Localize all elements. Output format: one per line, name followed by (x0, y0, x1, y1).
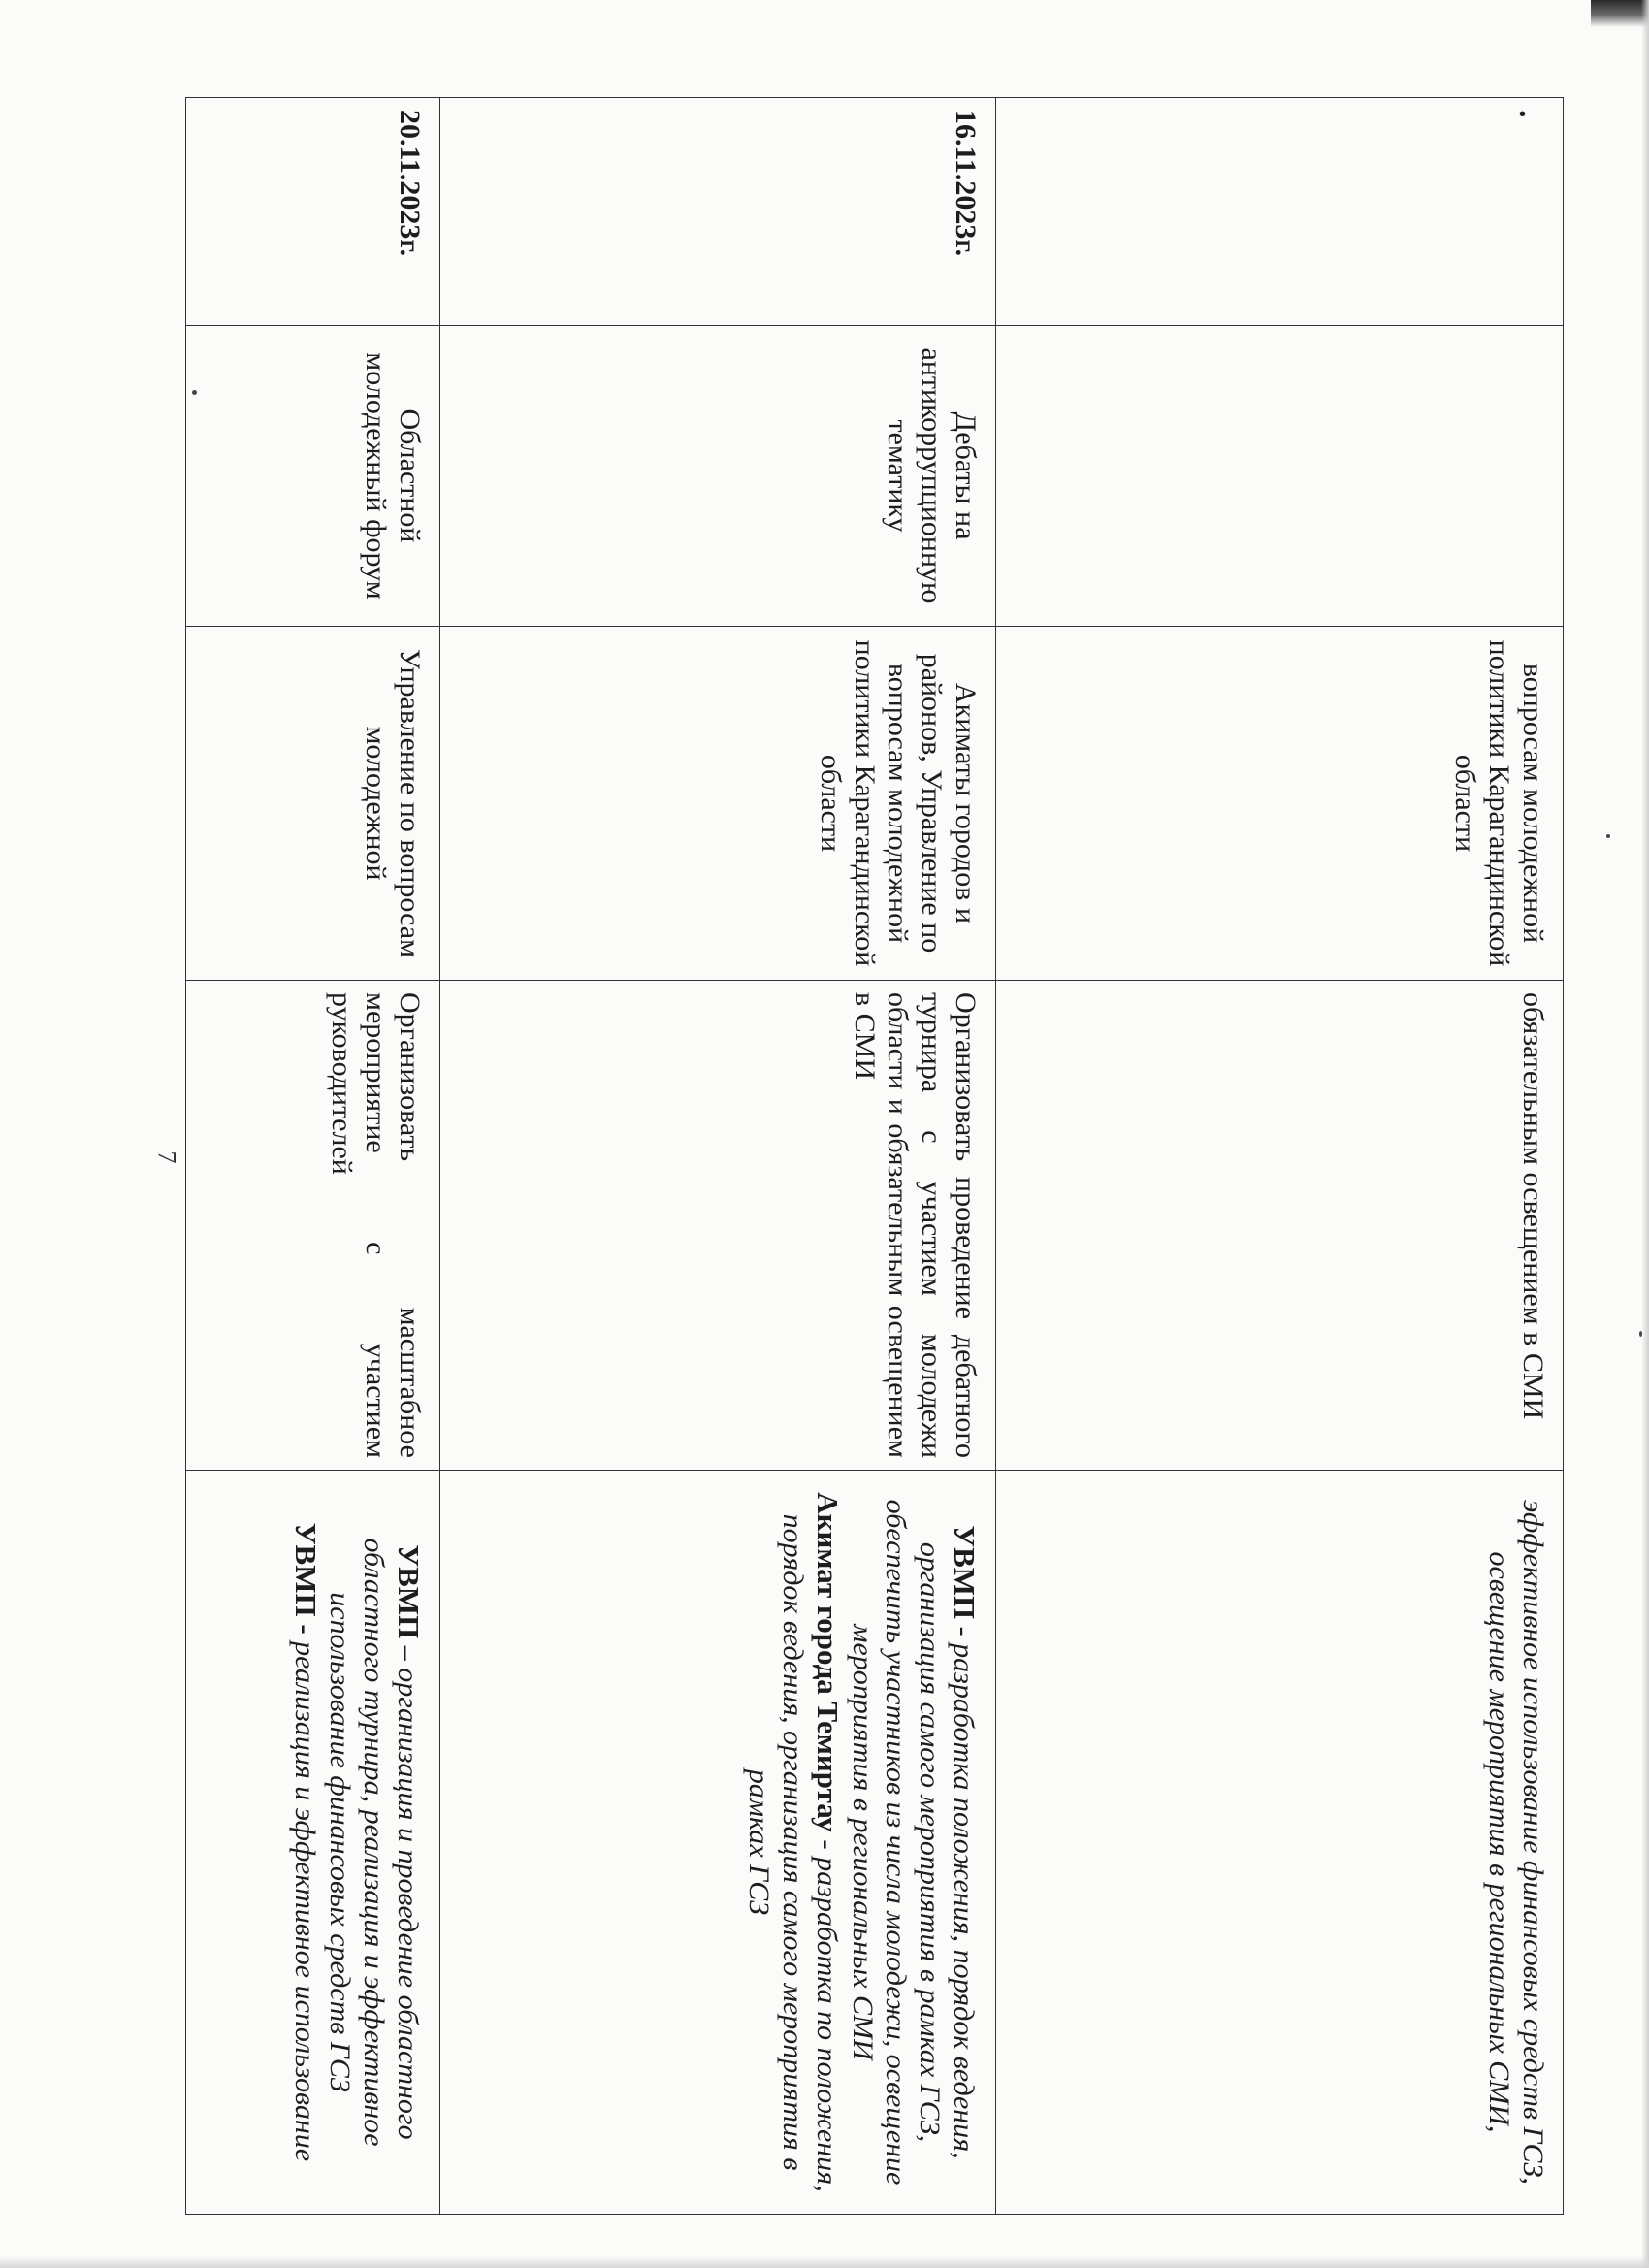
scan-speck (1639, 1331, 1642, 1337)
event-cell: Областной молодежный форум (186, 326, 440, 627)
scan-speck (1606, 834, 1610, 838)
result-text: эффективное использование финансовых средств ГСЗ, освещение мероприятия в региональных СМИ, (1483, 1500, 1549, 2185)
table-row (186, 98, 440, 2215)
result-text-2: реализация и эффективное использование (288, 1634, 321, 2162)
table-row (996, 98, 1564, 2215)
date-cell (996, 98, 1564, 326)
scan-edge-top (1591, 0, 1649, 27)
result-cell (440, 1471, 996, 2215)
responsible-cell: Управление по вопросам молодежной (186, 627, 440, 981)
scan-edge-right (1641, 0, 1649, 2268)
result-lead: УВМП (392, 1544, 426, 1639)
scan-edge-bottom (0, 2256, 1649, 2268)
responsible-cell: вопросам молодежной политики Карагандинской области (996, 627, 1564, 981)
task-cell: Организовать масштабное мероприятие с участием руководителей (186, 981, 440, 1471)
result-cell (186, 1471, 440, 2215)
event-cell: Дебаты на антикоррупционную тематику (440, 326, 996, 627)
result-lead-2: УВМП - (288, 1522, 323, 1635)
responsible-cell: Акиматы городов и районов, Управление по вопросам молодежной политики Карагандинской области (440, 627, 996, 981)
result-lead-2: Акимат города Темиртау - (810, 1492, 845, 1850)
table-row (440, 98, 996, 2215)
scan-speck (192, 390, 197, 395)
date-cell: 20.11.2023г. (186, 98, 440, 326)
page-number: 7 (152, 1150, 181, 1164)
date-cell: 16.11.2023г. (440, 98, 996, 326)
event-cell (996, 326, 1564, 627)
task-cell: обязательным освещением в СМИ (996, 981, 1564, 1471)
result-text: - разработка положения, порядок ведения, организация самого мероприятия в рамках ГСЗ, обеспечить участников из числа молодежи, освещение мероприятия в региональных СМИ (846, 1499, 980, 2186)
result-text: – организация и проведение областного областного турнира, реализация и эффективное использование финансовых средств ГСЗ (324, 1538, 424, 2147)
event-plan-table (185, 97, 1564, 2215)
result-lead: УВМП (948, 1525, 982, 1620)
task-cell: Организовать проведение дебатного турнира с участием молодежи области и обязательным освещением в СМИ (440, 981, 996, 1471)
result-cell (996, 1471, 1564, 2215)
result-text-2: разработка по положения, порядок ведения, организация самого мероприятия в рамках ГСЗ (743, 1513, 843, 2192)
stray-mark: . (1512, 110, 1548, 118)
rotated-document-page (186, 97, 1564, 2214)
